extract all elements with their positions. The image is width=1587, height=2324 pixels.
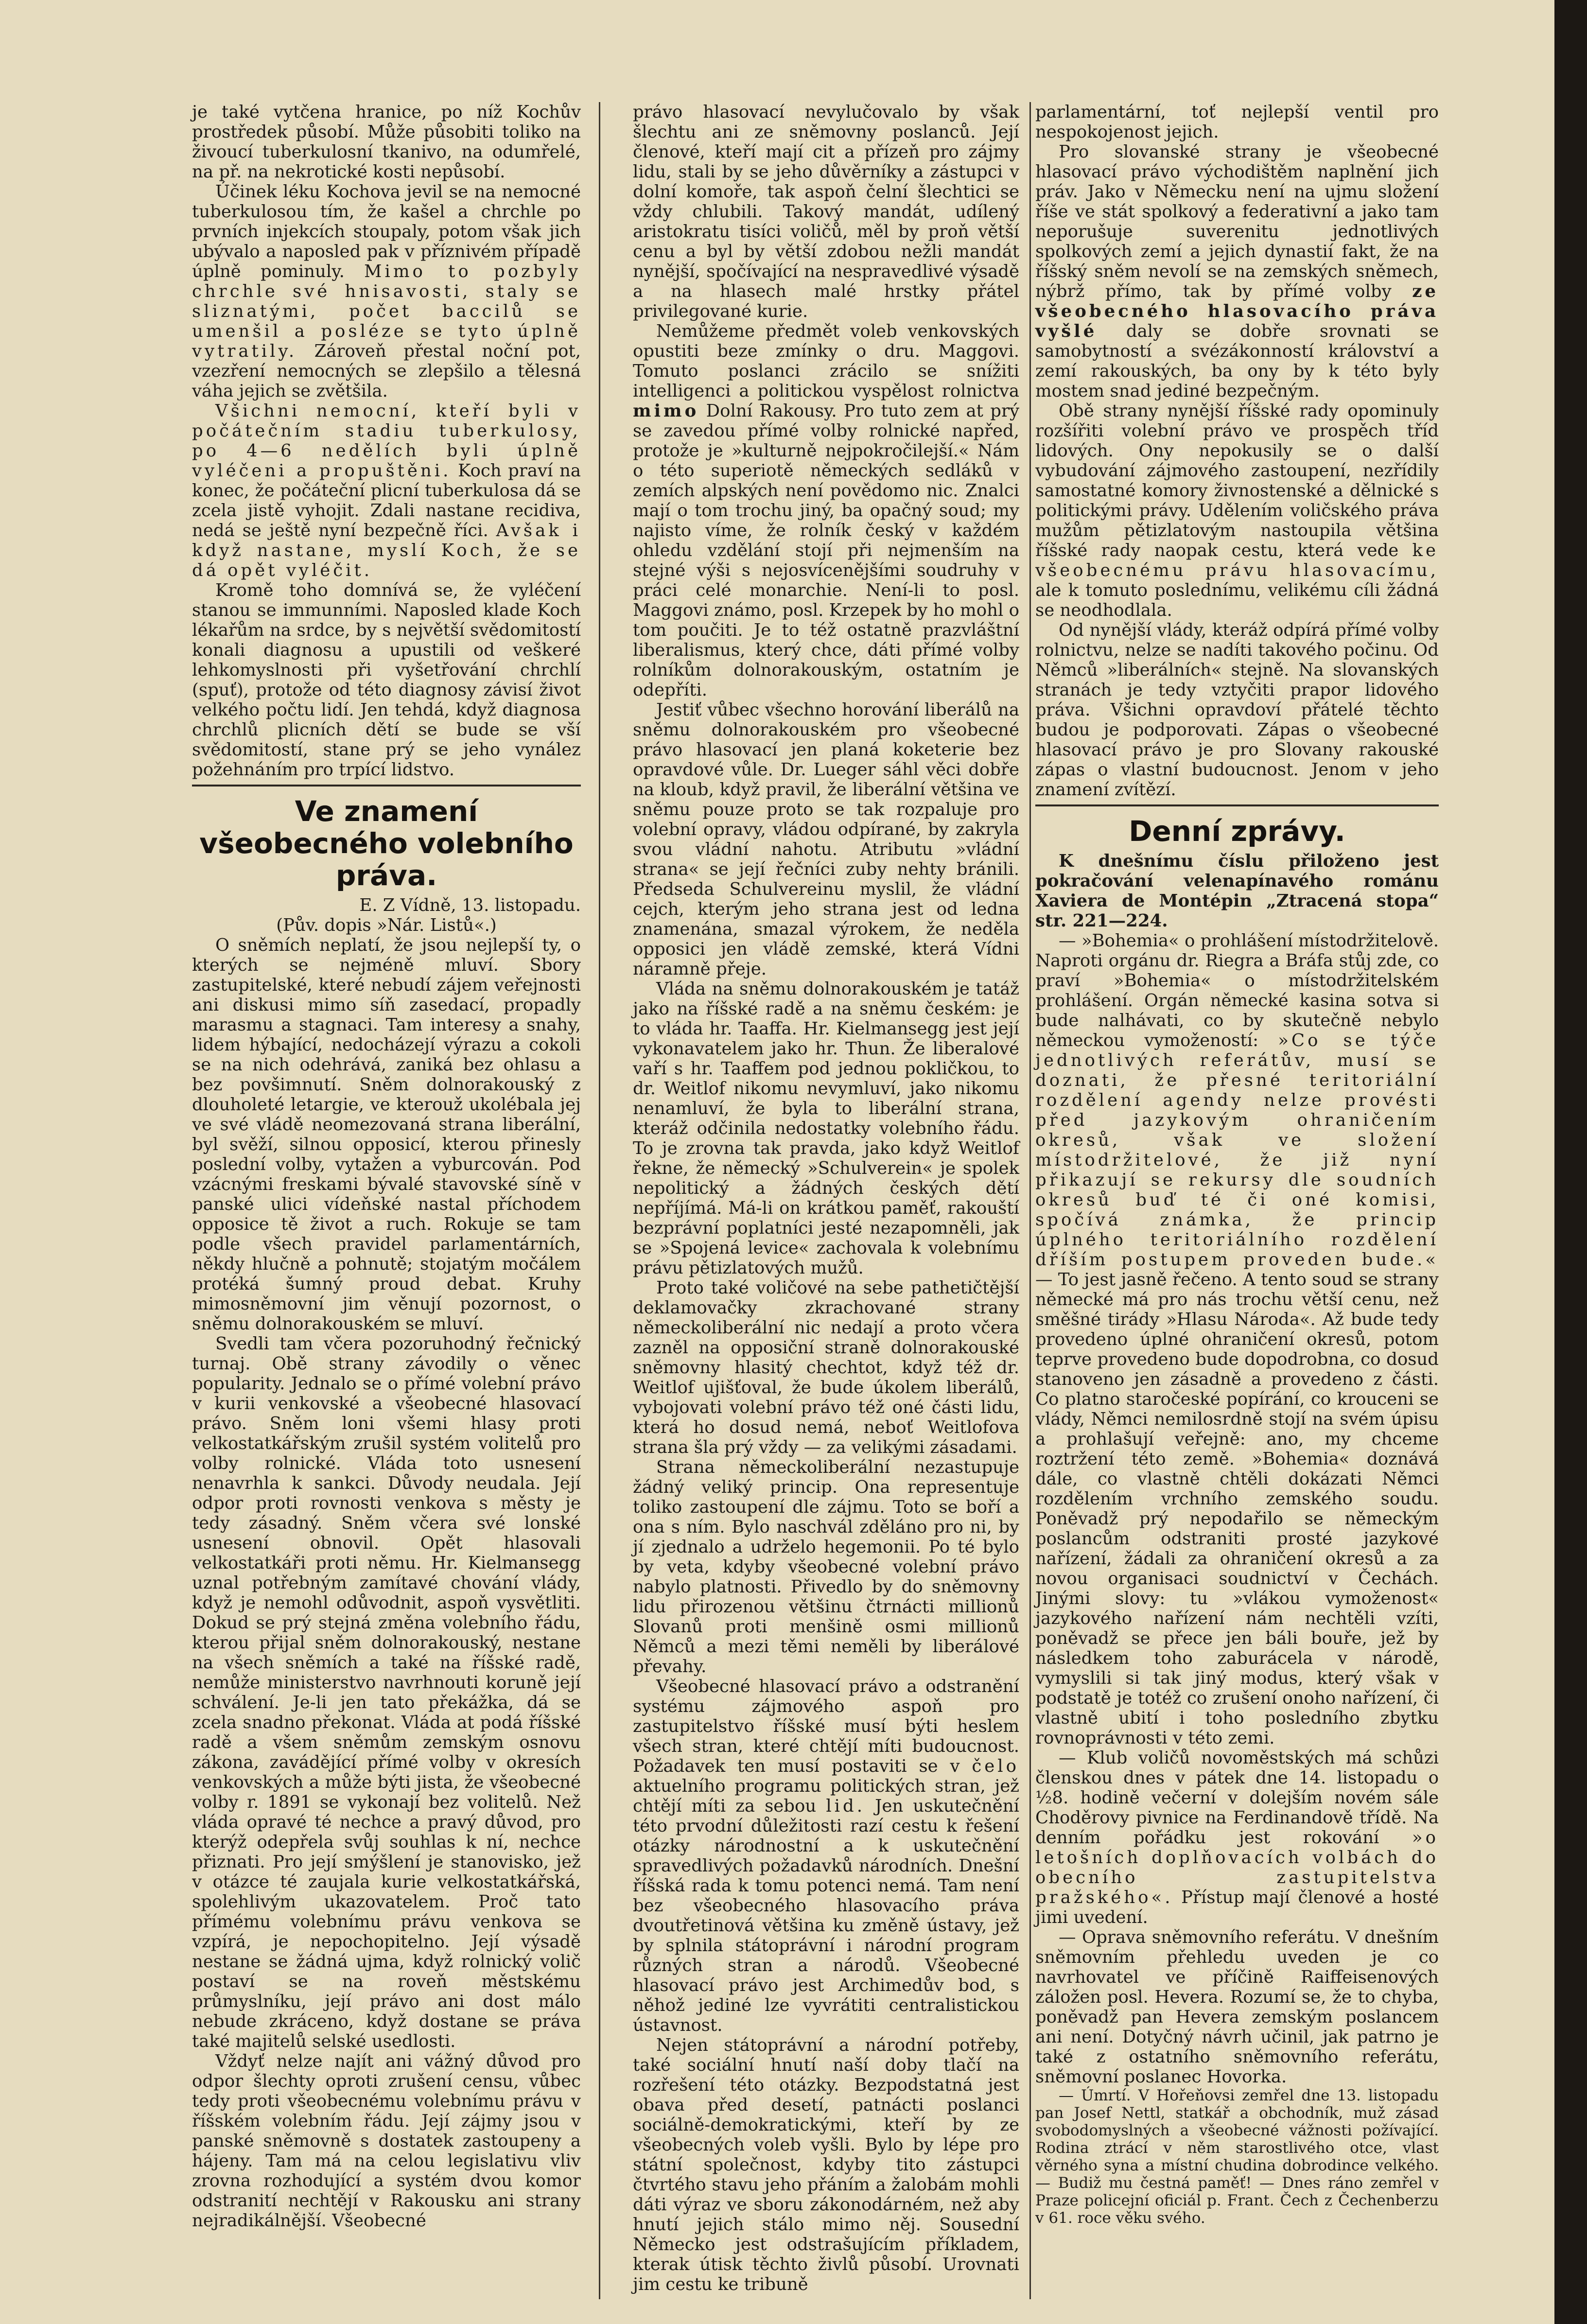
article-heading: Ve znamení všeobecného volebního práva. [199,795,574,892]
spaced-text: lid. [826,1796,866,1816]
spaced-text: Avšak i když nastane, myslí Koch, že se dá opět vyléčit. [192,521,581,580]
paragraph: Obě strany nynější říšské rady opominuly rozšířiti volební právo ve prospěch tříd lidových. Ony nepokusily se o další vybudování zájmového zastoupení, nezřídily samostatné komory živnostenské a dělnické s politickými právy. Udělením voličského práva mužům pětizlatovým nastoupila většina říšské rady naopak cestu, která vede ke všeobecnému právu hlasovacímu, ale k tomuto poslednímu, velikému cíli žádná se neodhodlala. [1035,401,1439,620]
column-3 [1035,102,1439,2227]
paragraph: Pro slovanské strany je všeobecné hlasovací právo východištěm naplnění jich práv. Jako v Německu není na ujmu složení říše ve stát spolkový a federativní a jako tam neporušuje suverenitu jednotlivých spolkových zemí a jejich dynastií fakt, že na říšský sněm nevolí se na zemských sněmech, nýbrž přímo, tak by přímé volby ze všeobecného hlasovacího práva vyšlé daly se dobře srovnati se samobytností a svézákonností království a zemí rakouských, ba ony by k této byly mostem snad jediné bezpečným. [1035,142,1439,401]
paragraph: Všeobecné hlasovací právo a odstranění systému zájmového aspoň pro zastupitelstvo říšské musí býti heslem všech stran, které chtějí míti budoucnost. Požadavek ten musí postaviti se v čelo aktuelního programu politických stran, jež chtějí míti za sebou lid. Jen uskutečnění této prvodní důležitosti razí cestu k řešení otázky národnostní a k uskutečnění spravedlivých požadavků národních. Dnešní říšská rada k tomu potenci nemá. Tam není bez všeobecného hlasovacího práva dvoutřetinová většina ku změně ústavy, jež by splnila státoprávní i národní program různých stran a národů. Všeobecné hlasovací právo jest Archimedův bod, s něhož jediné lze vyvrátiti centralistickou ústavnost. [633,1677,1019,2035]
paragraph: O sněmích neplatí, že jsou nejlepší ty, o kterých se nejméně mluví. Sbory zastupitelské, které nebudí zájem veřejnosti ani diskusi mimo síň zasedací, propadly marasmu a stagnaci. Tam interesy a snahy, lidem hýbající, nedocházejí výrazu a cokoli se na nich odehrává, zaniká bez ohlasu a bez povšimnutí. Sněm dolnorakouský z dlouholeté letargie, ve kterouž ukolébala jej ve své vládě neomezovaná strana liberální, byl svěží, silnou opposicí, kterou přinesly poslední volby, vytažen a vyburcován. Pod vzácnými freskami bývalé stavovské síně v panské ulici vídeňské nastal příchodem opposice tě život a ruch. Rokuje se tam podle všech pravidel parlamentárních, někdy hlučně a pohnutě; stojatým močálem protéká šumný proud debat. Kruhy mimosněmovní jim věnují pozornost, o sněmu dolnorakouském se mluví. [192,935,581,1334]
paragraph: Proto také voličové na sebe pathetičtější deklamovačky zkrachované strany německoliberální nic nedají a proto včera zazněl na opposiční straně dolnorakouské sněmovny hlasitý chechtot, když též dr. Weitlof ujišťoval, že bude úkolem liberálů, vybojovati volební právo též oné části lidu, která ho dosud nemá, neboť Weitlofova strana šla prý vždy — za velikými zásadami. [633,1278,1019,1457]
news-item: — »Bohemia« o prohlášení místodržitelově. Naproti orgánu dr. Riegra a Bráfa stůj zde, co praví »Bohemia« o místodržitelském prohlášení. Orgán německé kasina sotva si bude nalhávati, co by skutečně nebylo německou vymožeností: »Co se týče jednotlivých referátův, musí se doznati, že přesné teritoriální rozdělení agendy nelze provésti před jazykovým ohraničením okresů, však ve složení místodržitelové, že již nyní přikazují se rekursy dle soudních okresů buď té či oné komisi, spočívá známka, že princip úplného teritoriálního rozdělení dříším postupem proveden bude.« — To jest jasně řečeno. A tento soud se strany německé má pro nás trochu větší cenu, než směšné tirády »Hlasu Národa«. Až bude tedy provedeno úplné ohraničení okresů, potom teprve provedeno bude dopodrobna, co dosud stanoveno jen zásadně a provedeno z části. Co platno staročeské popírání, co krouceni se vlády, Němci nemilosrdně stojí na svém úpisu a prohlašují veřejně: ano, my chceme roztržení této země. »Bohemia« doznává dále, co vlastně chtěli dokázati Němci rozdělením vrchního zemského soudu. Poněvadž prý nepodařilo se německým poslancům odstraniti prosté jazykové nařízení, žádali za ohraničení okresů a za novou organisaci soudnictví v Čechách. Jinými slovy: tu »vlákou vymoženost« jazykového nařízení nám nechtěli vzíti, poněvadž se přece jen báli bouře, jež by následkem toho zaburácela v národě, vymyslili si tak jiný modus, který však v podstatě je totéž co zrušení onoho nařízení, či vlastně ubití i toho posledního zbytku rovnoprávnosti v této zemi. [1035,931,1439,1748]
column-2 [633,102,1019,2294]
paragraph: Svedli tam včera pozoruhodný řečnický turnaj. Obě strany závodily o věnec popularity. Jednalo se o přímé volební právo v kurii venkovské a všeobecné hlasovací právo. Sněm loni všemi hlasy proti velkostatkářským zrušil systém volitelů pro volby rolnické. Vláda toto usnesení nenavrhla k sankci. Důvody neudala. Její odpor proti rovnosti venkova s městy je tedy zásadný. Sněm včera své lonské usnesení obnovil. Opět hlasovali velkostatkáři proti němu. Hr. Kielmansegg uznal potřebným zamítavé chování vlády, když je nemohl odůvodnit, aspoň vysvětliti. Dokud se prý stejná změna volebního řádu, kterou přijal sněm dolnorakouský, nestane na všech sněmích a také na říšské radě, nemůže ministerstvo navrhnouti koruně její schválení. Je-li jen tato překážka, dá se zcela snadno překonat. Vláda at podá říšské radě a všem sněmům zemským osnovu zákona, zavádějící přímé volby v okresích venkovských a může býti jista, že všeobecné volby r. 1891 se vykonají bez volitelů. Než vláda opravé té nechce a pravý důvod, pro kterýž odepřela svůj souhlas k ní, nechce přiznati. Pro její smýšlení je stanovisko, jež v otázce té zaujala kurie velkostatkářská, spolehlivým ukazovatelem. Proč tato přímému volebnímu právu venkova se vzpírá, je nepochopitelno. Její výsadě nestane se žádná ujma, když rolnický volič postaví se na roveň městskému průmyslníku, její právo ani dost málo nebude zkráceno, když dostane se práva také majitelů selské usedlosti. [192,1334,581,2051]
news-item: — Klub voličů novoměstských má schůzi členskou dnes v pátek dne 14. listopadu o ½8. hodině večerní v dolejším novém sále Choděrovy pivnice na Ferdinandově třídě. Na denním pořádku jest rokování »o letošních doplňovacích volbách do obecního zastupitelstva pražského«. Přístup mají členové a hosté jimi uvedení. [1035,1748,1439,1927]
paragraph: parlamentární, toť nejlepší ventil pro nespokojenost jejich. [1035,102,1439,142]
spaced-text: ke všeobecnému právu hlasovacímu, [1035,541,1439,580]
news-item: — Úmrtí. V Hořeňovsi zemřel dne 13. listopadu pan Josef Nettl, statkář a obchodník, muž zásad svobodomyslných a všeobecné vážnosti požívající. Rodina ztrácí v něm starostlivého otce, vlast věrného syna a místní chudina dobrodince velkého. — Budiž mu čestná paměť! — Dnes ráno zemřel v Praze policejní oficiál p. Frant. Čech z Čechenberzu v 61. roce věku svého. [1035,2087,1439,2227]
paragraph: Účinek léku Kochova jevil se na nemocné tuberkulosou tím, že kašel a chrchle po prvních injekcích stoupaly, potom však jich ubývalo a naposled pak v příznivém případě úplně pominuly. Mimo to pozbyly chrchle své hnisavosti, staly se sliznatými, počet baccilů se umenšil a posléze se tyto úplně vytratily. Zároveň přestal noční pot, vzezření nemocných se zlepšilo a tělesná váha jejich se zvětšila. [192,182,581,401]
spaced-text: Mimo to pozbyly chrchle své hnisavosti, staly se sliznatými, počet baccilů se umenšil a posléze se tyto úplně vytratily. [192,262,581,361]
paragraph: Vždyť nelze najít ani vážný důvod pro odpor šlechty oproti zrušení censu, vůbec tedy proti všeobecnému volebnímu právu v říšském volebním řádu. Její zájmy jsou v panské sněmovně s dostatek zastoupeny a hájeny. Tam má na celou legislativu vliv zrovna rozhodující a systém dvou komor odstranití nechtějí v Rakousku ani strany nejradikálnější. Všeobecné [192,2051,581,2231]
news-item: K dnešnímu číslu přiloženo jest pokračování velenapínavého románu Xaviera de Montépin „Ztracená stopa“ str. 221—224. [1035,851,1439,931]
paragraph: právo hlasovací nevylučovalo by však šlechtu ani ze sněmovny poslanců. Její členové, kteří mají cit a přízeň pro zájmy lidu, stali by se jeho důvěrníky a zástupci v dolní komoře, tak aspoň čelní šlechtici se vždy chlubili. Takový mandát, udílený aristokratu tisíci voličů, měl by proň větší cenu a byl by větší zdobou nežli mandát nynější, spočívající na nespravedlivé výsadě a na hlasech malé hrstky přátel privilegované kurie. [633,102,1019,321]
spaced-text: mimo [633,401,699,421]
paragraph: Nemůžeme předmět voleb venkovských opustiti beze zmínky o dru. Maggovi. Tomuto poslanci zrácilo se snížiti intelligenci a politickou vyspělost rolnictva mimo Dolní Rakousy. Pro tuto zem at prý se zavedou přímé volby rolnické napřed, protože je »kulturně nejpokročilejší.« Nám o této superiotě německých sedláků v zemích alpských není povědomo nic. Znalci mají o tom trochu jiný, ba opačný soud; my najisto víme, že rolník český v každém ohledu vzdělání stojí při nejmenším na stejné výši s nejosvícenějšími soudruhy v práci celé monarchie. Není-li to posl. Maggovi známo, posl. Krzepek by ho mohl o tom poučiti. Je to též ostatně prazvláštní liberalismus, který chce, dáti přímé volby rolníkům dolnorakouským, ostatním je odepříti. [633,321,1019,700]
dateline: E. Z Vídně, 13. listopadu. [359,895,581,915]
column-rule [1029,102,1031,2299]
spaced-text: »Co se týče jednotlivých referátův, musí se doznati, že přesné teritoriální rozdělení agendy nelze provésti před jazykovým ohraničením okresů, však ve složení místodržitelové, že již nyní přikazují se rekursy dle soudních okresů buď té či oné komisi, spočívá známka, že princip úplného teritoriálního rozdělení dříším postupem proveden bude.« [1035,1031,1439,1270]
news-item: — Oprava sněmovního referátu. V dnešním sněmovním přehledu uveden je co navrhovatel ve příčině Raiffeisenových záložen posl. Hevera. Rozumí se, že to chyba, poněvadž pan Hevera zemským poslancem ani není. Dotyčný návrh učinil, jak patrno je také z ostatního sněmovního referátu, sněmovní poslanec Hovorka. [1035,1927,1439,2087]
spaced-text: ze všeobecného hlasovacího práva vyšlé [1035,281,1439,341]
column-1 [192,102,581,2231]
paragraph: Vláda na sněmu dolnorakouském je tatáž jako na říšské radě a na sněmu českém: je to vláda hr. Taaffa. Hr. Kielmansegg jest její vykonavatelem jako hr. Thun. Že liberalové vaří s hr. Taaffem pod jednou pokličkou, to dr. Weitlof nikomu nevymluví, jako nikomu nenamluví, že byla to liberální strana, kteráž odčinila nedostatky volebního řádu. To je zrovna tak pravda, jako když Weitlof řekne, že německý »Schulverein« je spolek nepolitický a žádných českých dětí nepříjímá. Má-li on krátkou paměť, rakouští bezprávní poplatníci jesté nezapomněli, jak se »Spojená levice« zachovala k volebnímu právu pětizlatových mužů. [633,979,1019,1278]
source-note: (Pův. dopis »Nár. Listů«.) [276,915,497,935]
paragraph: Od nynější vlády, kteráž odpírá přímé volby rolnictvu, nelze se nadíti takového počinu. Od Němců »liberálních« stejně. Na slovanských stranách je tedy vztyčiti prapor lidového práva. Všichni opravdoví přátelé těchto budou je podporovati. Zápas o všeobecné hlasovací právo je pro Slovany rakouské zápas o vlastní budoucnost. Jenom v jeho znamení zvítězí. [1035,620,1439,800]
paragraph: Jestiť vůbec všechno horování liberálů na sněmu dolnorakouském pro všeobecné právo hlasovací jen planá koketerie bez opravdové vůle. Dr. Lueger sáhl věci dobře na kloub, když pravil, že liberální většina ve sněmu pouze proto se tak rozpaluje pro volební opravy, vládou odpírané, by zakryla svou vládní nahotu. Atributu »vládní strana« se její řečníci zuby nehty bránili. Předseda Schulvereinu myslil, že vládní cejch, kterým jeho strana jest od ledna znamenána, smazal výrokem, že neděla opposici jen vládě zemské, která Vídni náramně přeje. [633,700,1019,979]
section-divider [192,785,581,786]
spaced-text: »o letošních doplňovacích volbách do obecního zastupitelstva pražského«. [1035,1828,1439,1907]
paragraph: Kromě toho domnívá se, že vyléčení stanou se immunními. Naposled klade Koch lékařům na srdce, by s největší svědomitostí konali diagnosu a upustili od veškeré lehkomyslnosti při vyšetřování chrchlí (spuť), protože od této diagnosy závisí život velkého počtu lidí. Jen tehdá, když diagnosa chrchlů plicních dětí se bude se vší svědomitostí, stane prý se jeho vynález požehnáním pro trpící lidstvo. [192,580,581,780]
page-edge [1554,0,1587,2324]
paragraph: Strana německoliberální nezastupuje žádný veliký princip. Ona representuje toliko zastoupení dle zájmu. Toto se boří a ona s ním. Bylo naschvál zděláno pro ni, by jí zjednalo a udrželo hegemonii. Po té bylo by veta, kdyby všeobecné volební právo nabylo platnosti. Přivedlo by do sněmovny lidu přirozenou většinu čtrnácti millionů Slovanů proti menšině osmi millionů Němců a mezi těmi neměli by liberálové převahy. [633,1457,1019,1677]
section-heading: Denní zprávy. [1129,815,1345,848]
spaced-text: čelo [972,1756,1019,1776]
paragraph: Všichni nemocní, kteří byli v počátečním stadiu tuberkulosy, po 4—6 nedělích byli úplně vyléčeni a propuštěni. Koch praví na konec, že počáteční plicní tuberkulosa dá se zcela jistě vyhojit. Zdali nastane recidiva, nedá se ještě nyní bezpečně říci. Avšak i když nastane, myslí Koch, že se dá opět vyléčit. [192,401,581,580]
column-rule [599,102,600,2299]
paragraph: Nejen státoprávní a národní potřeby, také sociální hnutí naší doby tlačí na rozřešení této otázky. Bezpodstatná jest obava před desetí, patnácti poslanci sociálně-demokratickými, kteří by ze všeobecných voleb vyšli. Bylo by lépe pro státní společnost, kdyby tito zástupci čtvrtého stavu jeho přáním a žalobám mohli dáti výraz ve sboru zákonodárném, než aby hnutí jejich stálo mimo něj. Sousední Německo jest odstrašujícím příkladem, kterak útisk těchto živlů působí. Urovnati jim cestu ke tribuně [633,2035,1019,2294]
paragraph: je také vytčena hranice, po níž Kochův prostředek působí. Může působiti toliko na živoucí tuberkulosní tkanivo, na odumřelé, na př. na nekrotické kosti nepůsobí. [192,102,581,182]
section-divider [1035,804,1439,806]
spaced-text: Všichni nemocní, kteří byli v počátečním stadiu tuberkulosy, po 4—6 nedělích byli úplně vyléčeni a propuštěni. [192,401,581,481]
